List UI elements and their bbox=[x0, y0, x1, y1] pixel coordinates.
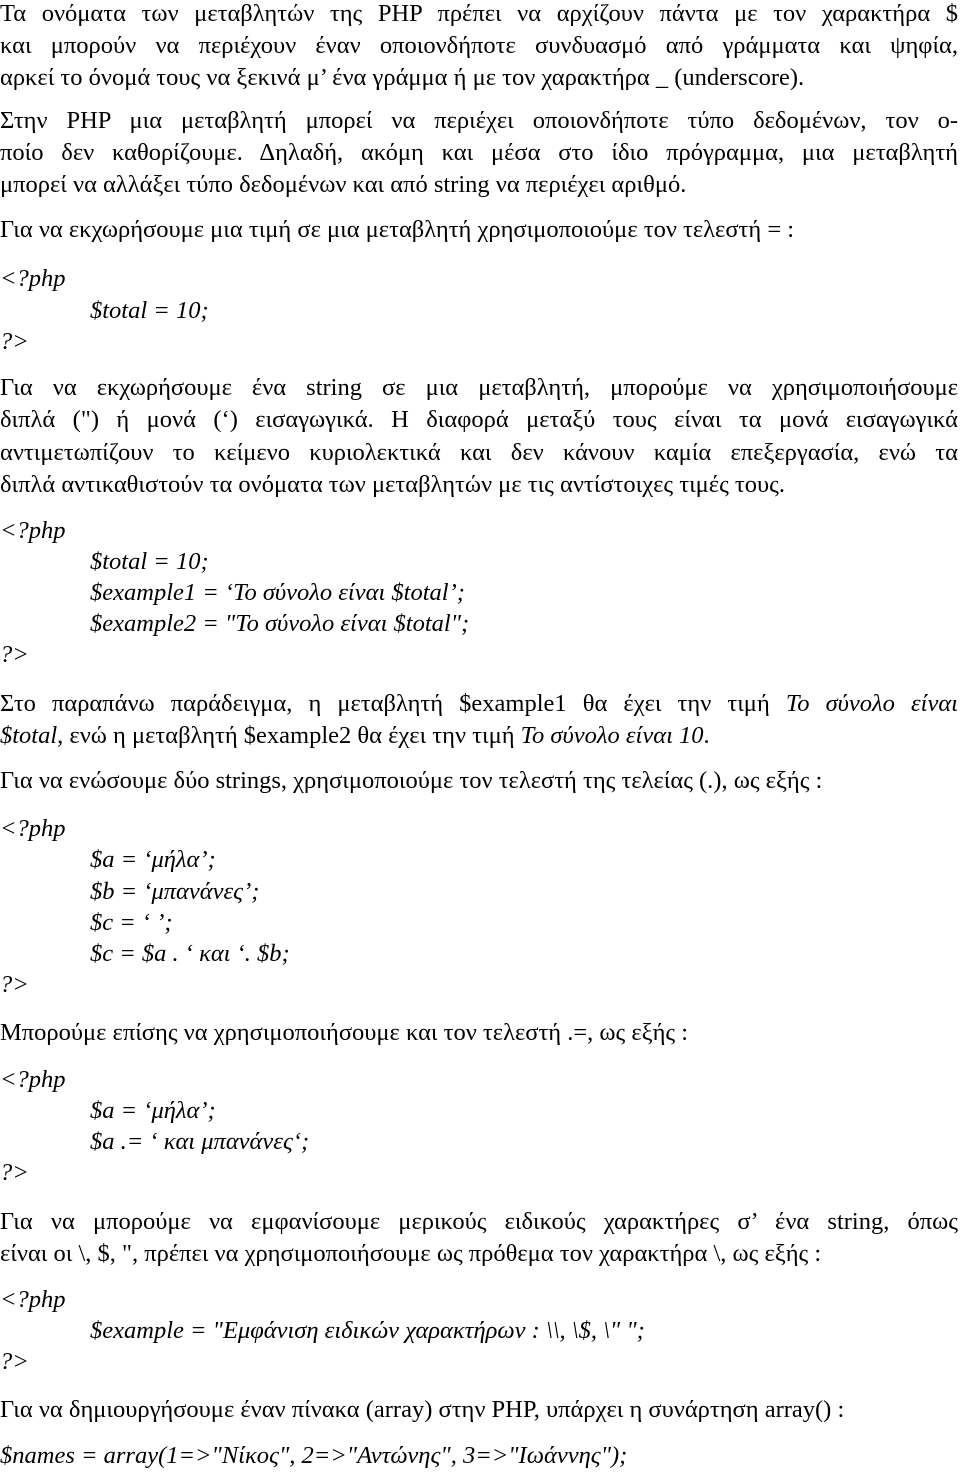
result-line-2 bbox=[0, 720, 710, 752]
strings-code-line-2: $example1 = ‘Το σύνολο είναι $total’; bbox=[90, 579, 465, 606]
result-value-2: Το σύνολο είναι 10 bbox=[520, 722, 704, 749]
strings-line-2: διπλά (") ή μονά (‘) εισαγωγικά. Η διαφορά μεταξύ τους είναι τα μονά εισαγωγικά bbox=[0, 406, 958, 433]
strings-code-line-3: $example2 = "Το σύνολο είναι $total"; bbox=[90, 610, 470, 637]
result-variable: $total bbox=[0, 722, 58, 749]
escape-line-1: Για να μπορούμε να εμφανίσουμε μερικούς ειδικούς χαρακτήρες σ’ ένα string, όπως bbox=[0, 1208, 958, 1235]
array-code-line: $names = array(1=>"Νίκος", 2=>"Αντώνης", 3=>"Ιωάννης"); bbox=[0, 1442, 628, 1469]
escape-php-close: ?> bbox=[0, 1348, 29, 1375]
types-line-1: Στην PHP μια μεταβλητή μπορεί να περιέχει οποιονδήποτε τύπο δεδομένων, τον ο- bbox=[0, 107, 958, 134]
strings-line-4: διπλά αντικαθιστούν τα ονόματα των μεταβλητών με τις αντίστοιχες τιμές τους. bbox=[0, 471, 785, 498]
escape-code-line: $example = "Εμφάνιση ειδικών χαρακτήρων : \\, \$, \" "; bbox=[90, 1317, 645, 1344]
intro-line-1: Τα ονόματα των μεταβλητών της PHP πρέπει να αρχίζουν πάντα με τον χαρακτήρα $ bbox=[0, 0, 958, 27]
concat-assign-text: Μπορούμε επίσης να χρησιμοποιήσουμε και τον τελεστή .=, ως εξής : bbox=[0, 1019, 689, 1046]
concat-text: Για να ενώσουμε δύο strings, χρησιμοποιούμε τον τελεστή της τελείας (.), ως εξής : bbox=[0, 767, 823, 794]
assign-code-line: $total = 10; bbox=[90, 297, 209, 324]
result-line-1 bbox=[0, 688, 958, 720]
types-line-3: μπορεί να αλλάξει τύπο δεδομένων και από string να περιέχει αριθμό. bbox=[0, 171, 687, 198]
strings-line-3: αντιμετωπίζουν το κείμενο κυριολεκτικά και δεν κάνουν καμία επεξεργασία, ενώ τα bbox=[0, 439, 958, 466]
concat-code-line-3: $c = ‘ ’; bbox=[90, 909, 173, 936]
strings-line-1: Για να εκχωρήσουμε ένα string σε μια μεταβλητή, μπορούμε να χρησιμοποιήσουμε bbox=[0, 374, 958, 401]
types-line-2: ποίο δεν καθορίζουμε. Δηλαδή, ακόμη και μέσα στο ίδιο πρόγραμμα, μια μεταβλητή bbox=[0, 139, 958, 166]
result-value-1: Το σύνολο είναι bbox=[785, 690, 958, 717]
strings-code-line-1: $total = 10; bbox=[90, 548, 209, 575]
concat-code-line-2: $b = ‘μπανάνες’; bbox=[90, 878, 260, 905]
assign-text: Για να εκχωρήσουμε μια τιμή σε μια μεταβλητή χρησιμοποιούμε τον τελεστή = : bbox=[0, 216, 795, 243]
escape-line-2: είναι οι \, $, ", πρέπει να χρησιμοποιήσουμε ως πρόθεμα τον χαρακτήρα \, ως εξής : bbox=[0, 1240, 822, 1267]
result-period: . bbox=[703, 722, 710, 749]
intro-line-3: αρκεί το όνομά τους να ξεκινά μ’ ένα γράμμα ή με τον χαρακτήρα _ (underscore). bbox=[0, 64, 805, 91]
assign-php-open: <?php bbox=[0, 265, 66, 292]
assign-php-close: ?> bbox=[0, 328, 29, 355]
concat-assign-php-close: ?> bbox=[0, 1159, 29, 1186]
array-text: Για να δημιουργήσουμε έναν πίνακα (array) στην PHP, υπάρχει η συνάρτηση array() : bbox=[0, 1396, 845, 1423]
concat-assign-code-line-2: $a .= ‘ και μπανάνες‘; bbox=[90, 1128, 310, 1155]
concat-assign-code-line-1: $a = ‘μήλα’; bbox=[90, 1097, 216, 1124]
intro-line-2: και μπορούν να περιέχουν έναν οποιονδήποτε συνδυασμό από γράμματα και ψηφία, bbox=[0, 32, 958, 59]
concat-code-line-1: $a = ‘μήλα’; bbox=[90, 846, 216, 873]
concat-php-close: ?> bbox=[0, 971, 29, 998]
strings-php-open: <?php bbox=[0, 517, 66, 544]
result-line-1-text: Στο παραπάνω παράδειγμα, η μεταβλητή $example1 θα έχει την τιμή bbox=[0, 690, 786, 717]
escape-php-open: <?php bbox=[0, 1286, 66, 1313]
strings-php-close: ?> bbox=[0, 641, 29, 668]
concat-assign-php-open: <?php bbox=[0, 1066, 66, 1093]
concat-php-open: <?php bbox=[0, 815, 66, 842]
concat-code-line-4: $c = $a . ‘ και ‘. $b; bbox=[90, 940, 290, 967]
result-line-2-text: , ενώ η μεταβλητή $example2 θα έχει την τιμή bbox=[57, 722, 521, 749]
